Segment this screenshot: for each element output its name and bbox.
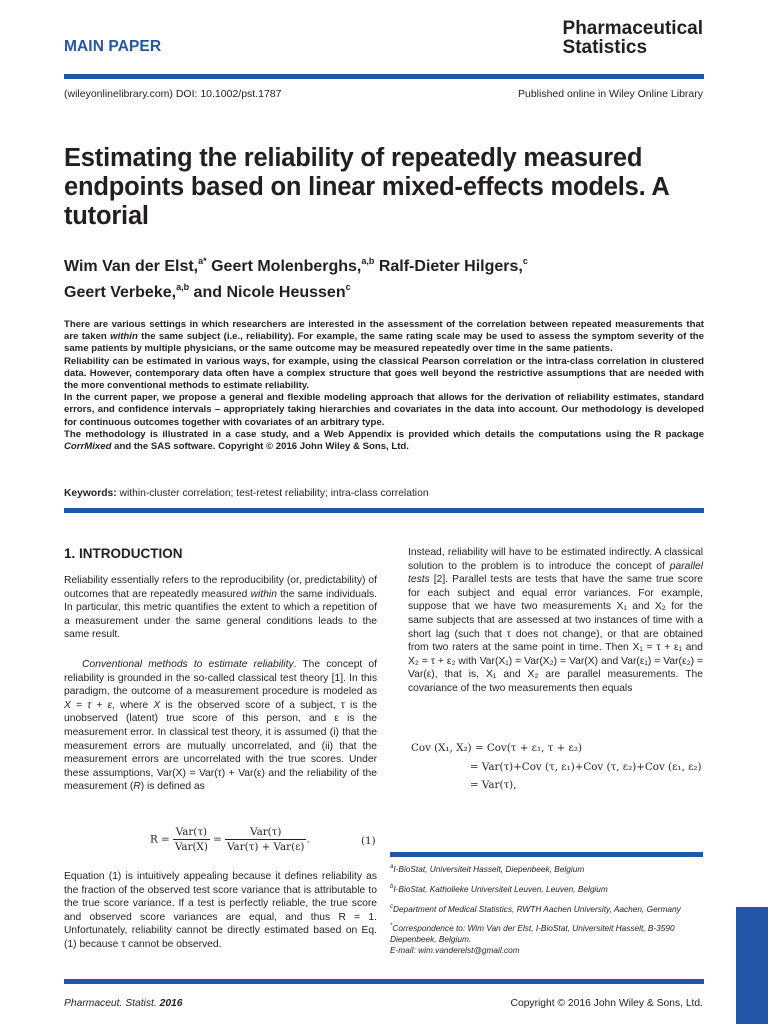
- copyright: Copyright © 2016 John Wiley & Sons, Ltd.: [510, 998, 703, 1009]
- footnote-rule: [390, 852, 703, 857]
- journal-name-line1: Pharmaceutical: [562, 18, 703, 39]
- correspondence-footnote: *Correspondence to: Wim Van der Elst, I-BioStat, Universiteit Hasselt, B-3590 Diepenbeek, Belgium. E-mail: wim.vanderelst@gmail.com: [390, 923, 675, 956]
- email: E-mail: wim.vanderelst@gmail.com: [390, 945, 520, 956]
- footnote: $^b$I-BioStat, Katholieke Universiteit Leuven, Leuven, Belgium: [390, 883, 608, 894]
- doi-line: (wileyonlinelibrary.com) DOI: 10.1002/pst.1787: [64, 88, 282, 100]
- abstract-rule: [64, 508, 704, 513]
- abstract-paragraph: Reliability can be estimated in various ways, for example, using the classical Pearson correlation or the intra-class correlation in clustered data. However, contemporary data often have a complex structure that goes well beyond the restrictive assumptions that are needed with the more conventional methods to estimate reliability.: [64, 355, 704, 392]
- author-1: Wim Van der Elst,$^{a*}$: [64, 256, 207, 275]
- section-heading: 1. INTRODUCTION: [64, 546, 183, 561]
- publication-line: Published online in Wiley Online Library: [517, 88, 703, 100]
- author-5: and Nicole Heussen$^c$: [193, 282, 351, 301]
- keywords-label: Keywords:: [64, 488, 117, 499]
- keywords: [64, 488, 429, 499]
- author-2: Geert Molenberghs,$^{a,b}$: [211, 256, 375, 275]
- article-title: Estimating the reliability of repeatedly measured endpoints based on linear mixed-effects models. A tutorial: [64, 144, 669, 230]
- abstract: [64, 319, 704, 453]
- intro-paragraph-3: Equation (1) is intuitively appealing because it defines reliability as the fraction of the observed test score variance that is attributable to the true score variance. If a test is perfectly reliable, the true score and observed score variances are equal, and thus R = 1. Unfortunately, reliability cannot be directly estimated based on Eq. (1) because τ cannot be observed.: [64, 871, 377, 950]
- keywords-list: within-cluster correlation; test-retest reliability; intra-class correlation: [119, 488, 429, 499]
- equation-1-label: (1): [361, 835, 376, 847]
- journal-name-line2: Statistics: [562, 37, 648, 58]
- journal-citation: Pharmaceut. Statist. 2016: [64, 998, 183, 1009]
- intro-paragraph-4: Instead, reliability will have to be estimated indirectly. A classical solution to the problem is to introduce the concept of parallel tests [2]. Parallel tests are tests that have the same true score for each subject and equal error variances. For example, suppose that we have two measurements X₁ and X₂ for the same subjects that are assessed at two instances of time with a short lag (such that τ does not change), or that are obtained from two raters at the same point in time. Then X₁ = τ + ε₁ and X₂ = τ + ε₂ with Var(X₁) = Var(X₂) = Var(X) and Var(ε₁) = Var(ε₂) = Var(ε), that is, X₁ and X₂ are parallel measurements. The covariance of the two measurements then equals: [408, 547, 703, 694]
- author-4: Geert Verbeke,$^{a,b}$: [64, 282, 190, 301]
- author-list: [64, 251, 704, 303]
- header-rule: [64, 74, 704, 79]
- section-tag: MAIN PAPER: [64, 38, 162, 55]
- covariance-equation-line2: = Var(τ)+Cov (τ, ε₁)+Cov (τ, ε₂)+Cov (ε₁, ε₂): [470, 761, 702, 773]
- author-3: Ralf-Dieter Hilgers,$^c$: [378, 256, 528, 275]
- covariance-equation-line1: Cov (X₁, X₂) = Cov(τ + ε₁, τ + ε₂): [411, 742, 582, 754]
- page-edge-tab: [736, 907, 768, 1024]
- journal-name: [563, 19, 703, 57]
- equation-1: R = $\frac{\text{Var(τ)}}{\text{Var(X)}}$ = $\frac{\text{Var(τ)}}{\text{Var(τ) + Var(ε)}}$ .: [150, 826, 310, 853]
- footer-rule: [64, 979, 704, 984]
- intro-paragraph-1: Reliability essentially refers to the reproducibility (or, predictability) of outcomes that are repeatedly measured within the same individuals. In particular, this metric quantifies the extent to which a repetition of a measurement under the same general conditions leads to the same result.: [64, 575, 377, 641]
- abstract-paragraph: The methodology is illustrated in a case study, and a Web Appendix is provided which details the computations using the R package CorrMixed and the SAS software. Copyright © 2016 John Wiley & Sons, Ltd.: [64, 428, 704, 453]
- affiliation-footnotes: [390, 862, 703, 956]
- footnote: $^c$Department of Medical Statistics, RWTH Aachen University, Aachen, Germany: [390, 903, 681, 914]
- intro-paragraph-2: Conventional methods to estimate reliability. The concept of reliability is grounded in the so-called classical test theory [1]. In this paradigm, the outcome of a measurement procedure is modeled as X = τ + ε, where X is the observed score of a subject, τ is the unobserved (latent) true score of this person, and ε is the measurement error. In classical test theory, it is assumed (i) that the measurement errors are mutually uncorrelated, and (ii) that the measurement errors are uncorrelated with the true scores. Under these assumptions, Var(X) = Var(τ) + Var(ε) and the reliability of the measurement (R) is defined as: [64, 659, 377, 793]
- abstract-paragraph: There are various settings in which researchers are interested in the assessment of the correlation between repeated measurements that are taken within the same subject (i.e., reliability). For example, the same rating scale may be used to assess the symptom severity of the same patients by multiple physicians, or the same outcome may be measured repeatedly over time in the same patients.: [64, 319, 704, 355]
- abstract-paragraph: In the current paper, we propose a general and flexible modeling approach that allows for the derivation of reliability estimates, standard errors, and confidence intervals – appropriately taking hierarchies and covariates in the data into account. Our methodology is developed for continuous outcomes together with covariates of an arbitrary type.: [64, 392, 704, 428]
- footnote: $^a$I-BioStat, Universiteit Hasselt, Diepenbeek, Belgium: [390, 863, 585, 874]
- covariance-equation-line3: = Var(τ),: [470, 779, 517, 791]
